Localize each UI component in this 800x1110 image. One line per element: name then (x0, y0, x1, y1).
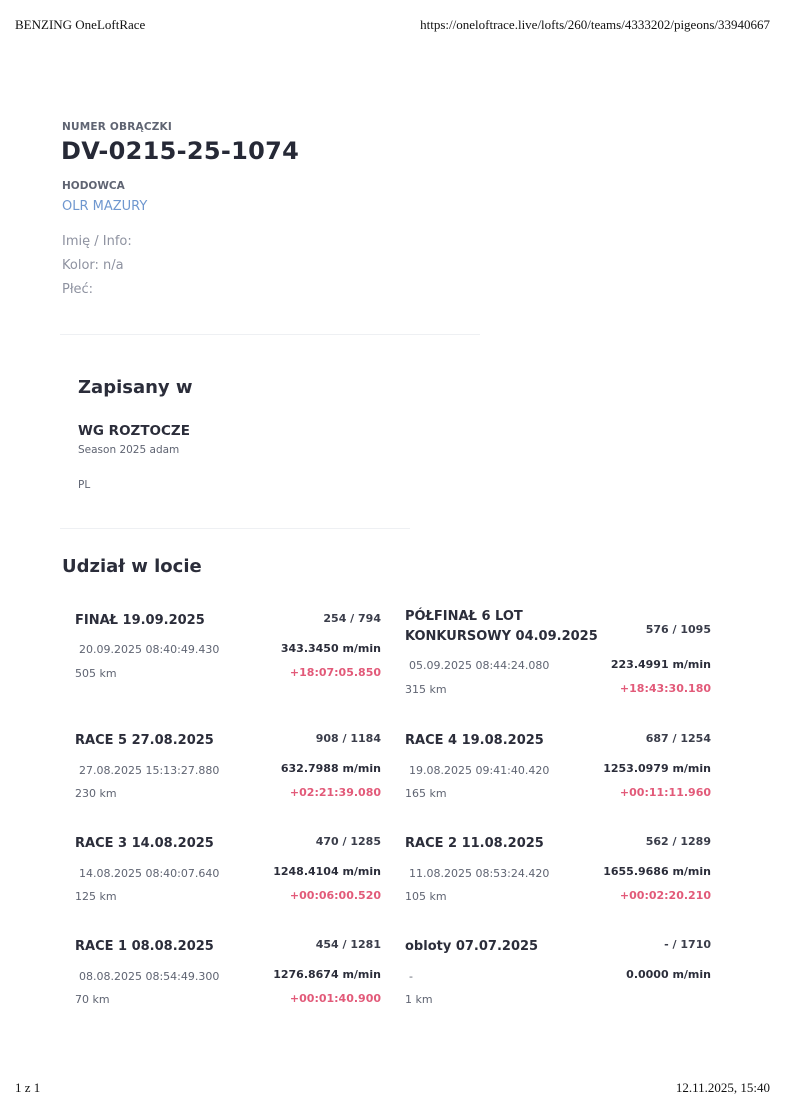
race-distance: 105 km (405, 890, 447, 903)
race-distance: 165 km (405, 787, 447, 800)
race-delay: +02:21:39.080 (289, 786, 381, 799)
print-footer-timestamp: 12.11.2025, 15:40 (675, 1080, 770, 1095)
race-arrival-time: 27.08.2025 15:13:27.880 (79, 764, 220, 777)
country-code: PL (78, 479, 91, 491)
season-name: Season 2025 adam (78, 444, 180, 456)
race-distance: 315 km (405, 683, 447, 696)
race-position: 687 / 1254 (645, 732, 711, 745)
race-position: 576 / 1095 (645, 623, 711, 636)
race-distance: 125 km (75, 890, 117, 903)
race-card (405, 731, 713, 821)
race-arrival-time: 19.08.2025 09:41:40.420 (409, 764, 550, 777)
race-delay: +00:06:00.520 (289, 889, 381, 902)
race-card (405, 937, 713, 1027)
race-name: obloty 07.07.2025 (405, 939, 539, 954)
race-delay: +00:11:11.960 (619, 786, 711, 799)
race-delay: +18:43:30.180 (619, 682, 711, 695)
race-delay: +00:02:20.210 (619, 889, 711, 902)
race-speed: 1655.9686 m/min (603, 865, 711, 878)
race-name: PÓŁFINAŁ 6 LOT KONKURSOWY 04.09.2025 (405, 609, 598, 644)
race-distance: 505 km (75, 667, 117, 680)
race-speed: 632.7988 m/min (280, 762, 381, 775)
race-position: 254 / 794 (323, 612, 381, 625)
name-info-line: Imię / Info: (62, 234, 132, 249)
race-name: RACE 3 14.08.2025 (75, 836, 214, 851)
race-arrival-time: 11.08.2025 08:53:24.420 (409, 867, 550, 880)
team-name: WG ROZTOCZE (78, 423, 190, 439)
enrolled-in-heading: Zapisany w (78, 377, 193, 398)
print-header-url[interactable]: https://oneloftrace.live/lofts/260/teams/4333202/pigeons/33940667 (420, 17, 770, 32)
race-name: FINAŁ 19.09.2025 (75, 613, 205, 628)
race-position: 908 / 1184 (315, 732, 381, 745)
print-header-site-title: BENZING OneLoftRace (15, 17, 146, 32)
race-card (405, 834, 713, 924)
race-card (75, 611, 383, 701)
race-arrival-time: 08.08.2025 08:54:49.300 (79, 970, 220, 983)
race-speed: 0.0000 m/min (626, 968, 711, 981)
race-position: 454 / 1281 (315, 938, 381, 951)
race-participation-heading: Udział w locie (62, 556, 202, 577)
race-card (405, 607, 713, 707)
section-divider (60, 334, 480, 335)
race-name: RACE 4 19.08.2025 (405, 733, 544, 748)
race-speed: 1276.8674 m/min (273, 968, 381, 981)
race-name: RACE 2 11.08.2025 (405, 836, 544, 851)
race-position: 562 / 1289 (645, 835, 711, 848)
race-name: RACE 1 08.08.2025 (75, 939, 214, 954)
race-card (75, 937, 383, 1027)
race-speed: 1253.0979 m/min (603, 762, 711, 775)
section-divider (60, 528, 410, 529)
race-speed: 223.4991 m/min (610, 658, 711, 671)
sex-line: Płeć: (62, 282, 94, 297)
race-distance: 70 km (75, 993, 110, 1006)
race-position: 470 / 1285 (315, 835, 381, 848)
race-speed: 343.3450 m/min (280, 642, 381, 655)
ring-number-caption: NUMER OBRĄCZKI (62, 121, 172, 133)
race-speed: 1248.4104 m/min (273, 865, 381, 878)
ring-number: DV-0215-25-1074 (61, 137, 300, 165)
race-card (75, 731, 383, 821)
race-name: RACE 5 27.08.2025 (75, 733, 214, 748)
breeder-name-link[interactable]: OLR MAZURY (62, 199, 148, 214)
race-arrival-time: 05.09.2025 08:44:24.080 (409, 659, 550, 672)
print-footer-page-number: 1 z 1 (15, 1080, 41, 1095)
breeder-caption: HODOWCA (62, 180, 125, 192)
race-distance: 1 km (405, 993, 433, 1006)
race-delay: +00:01:40.900 (289, 992, 381, 1005)
race-arrival-time: - (409, 970, 413, 983)
race-delay: +18:07:05.850 (289, 666, 381, 679)
race-card (75, 834, 383, 924)
race-arrival-time: 14.08.2025 08:40:07.640 (79, 867, 220, 880)
race-distance: 230 km (75, 787, 117, 800)
race-position: - / 1710 (664, 938, 711, 951)
color-line: Kolor: n/a (62, 258, 124, 273)
race-arrival-time: 20.09.2025 08:40:49.430 (79, 643, 220, 656)
